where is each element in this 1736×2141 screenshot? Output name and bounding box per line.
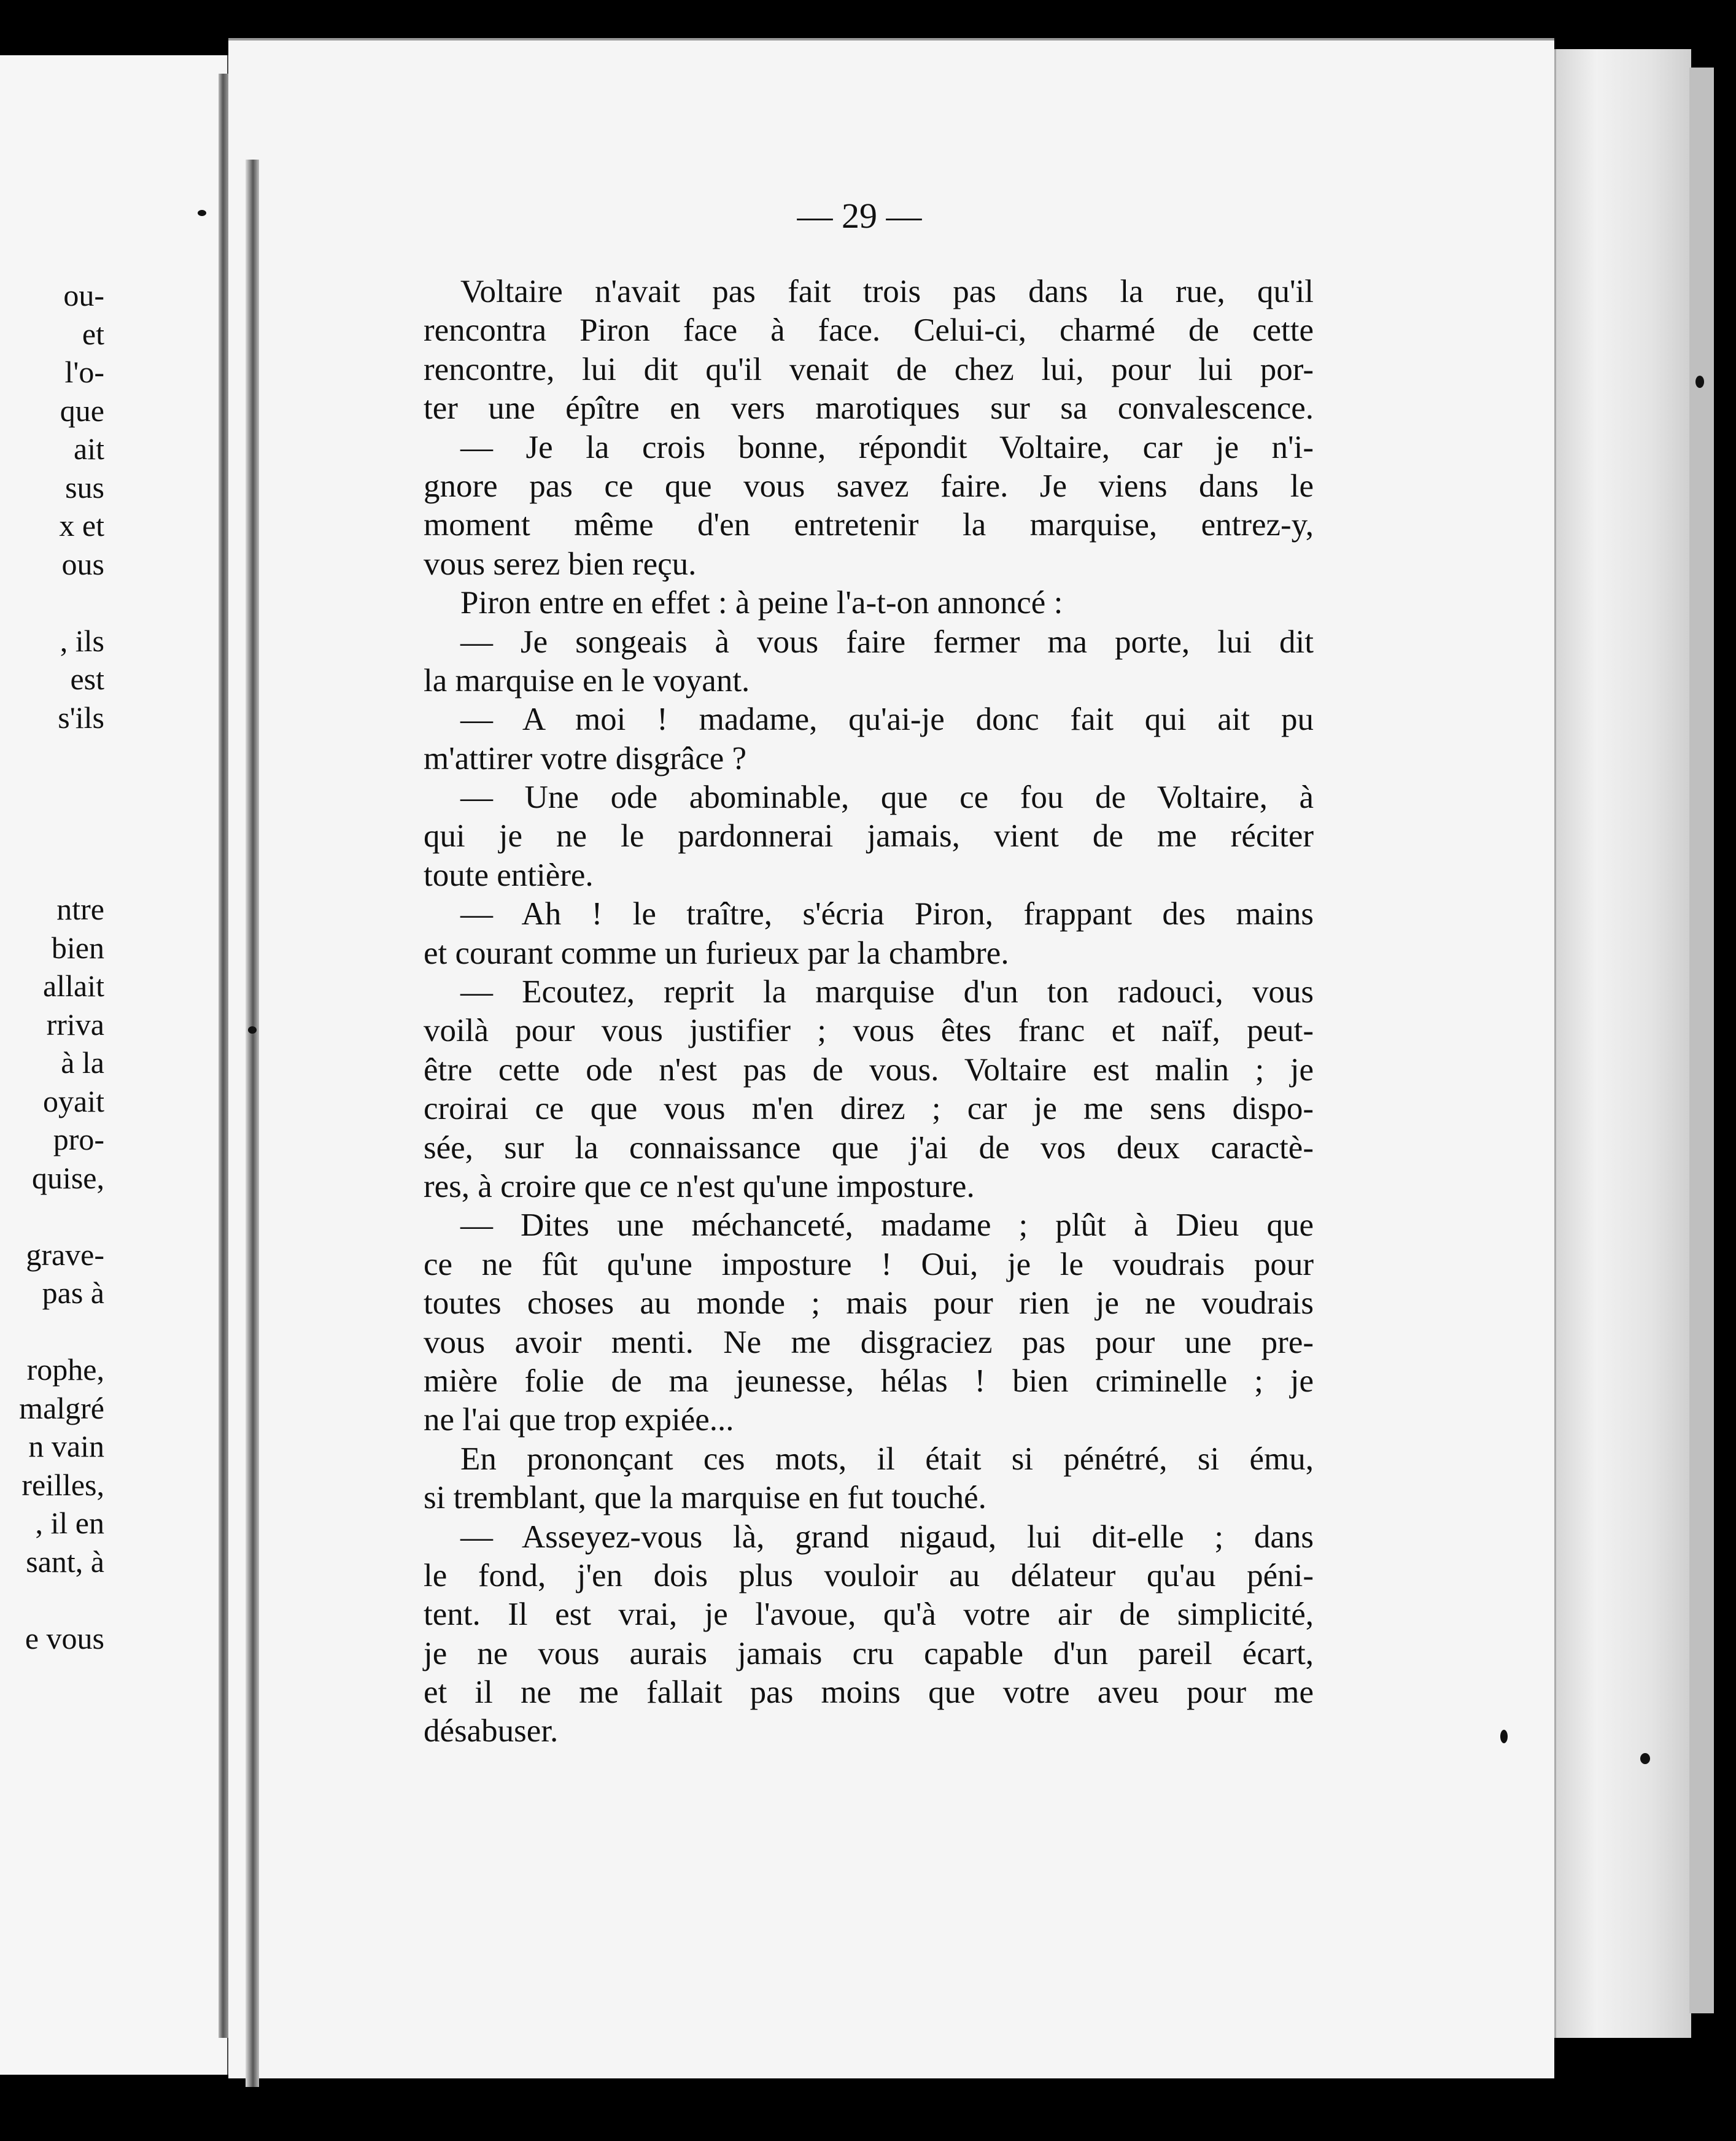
left-page-fragment — [0, 737, 104, 775]
left-page-text-fragments — [0, 276, 104, 1657]
text-line: le fond, j'en dois plus vouloir au délateur qu'au péni- — [424, 1557, 1314, 1593]
text-line: désabuser. — [424, 1713, 559, 1749]
text-line: vous avoir menti. Ne me disgraciez pas pour une pre- — [424, 1324, 1314, 1360]
text-line: — Je la crois bonne, répondit Voltaire, car je n'i- — [460, 429, 1314, 465]
left-page-fragment: reilles, — [21, 1467, 104, 1502]
left-page-fragment: pas à — [42, 1276, 104, 1310]
text-line: et courant comme un furieux par la chambre. — [424, 935, 1009, 971]
left-page-fragment: ous — [61, 546, 104, 581]
binding-hole-mark — [1500, 1730, 1508, 1743]
left-page-fragment: ait — [74, 432, 104, 466]
left-page-fragment: l'o- — [64, 355, 104, 389]
binding-hole-mark — [248, 1026, 257, 1034]
left-page-fragment: , il en — [35, 1506, 104, 1540]
body-text — [424, 273, 1314, 1751]
text-line: toute entière. — [424, 857, 594, 893]
text-line: ce ne fût qu'une imposture ! Oui, je le voudrais pour — [424, 1246, 1314, 1282]
left-page-fragment: bien — [51, 930, 104, 965]
text-line: Voltaire n'avait pas fait trois pas dans la rue, qu'il — [460, 274, 1314, 309]
left-page-fragment: allait — [43, 969, 104, 1003]
text-line: moment même d'en entretenir la marquise, entrez-y, — [424, 507, 1314, 543]
page-edge-shadow — [1689, 68, 1714, 2013]
text-line: ne l'ai que trop expiée... — [424, 1402, 734, 1438]
left-page-fragment — [0, 852, 104, 891]
text-line: être cette ode n'est pas de vous. Voltaire est malin ; je — [424, 1051, 1314, 1088]
text-line: — A moi ! madame, qu'ai-je donc fait qui ait pu — [460, 702, 1314, 738]
text-line: — Ecoutez, reprit la marquise d'un ton radouci, vous — [460, 974, 1314, 1010]
left-page-fragment: s'ils — [58, 700, 104, 735]
left-page-fragment — [0, 1197, 104, 1236]
left-page-fragment — [0, 583, 104, 622]
left-page-fragment: ou- — [63, 278, 104, 312]
left-page-fragment: à la — [61, 1045, 104, 1080]
text-line: mière folie de ma jeunesse, hélas ! bien criminelle ; je — [424, 1363, 1314, 1399]
text-line: rencontra Piron face à face. Celui-ci, charmé de cette — [424, 312, 1314, 349]
left-page-fragment: est — [70, 662, 104, 696]
text-line: — Une ode abominable, que ce fou de Voltaire, à — [460, 780, 1314, 816]
left-page-fragment: que — [60, 393, 104, 428]
text-line: qui je ne le pardonnerai jamais, vient de me réciter — [424, 818, 1314, 854]
left-page-fragment: rriva — [46, 1007, 104, 1042]
binding-gutter — [219, 74, 228, 2038]
left-page-fragment: ntre — [56, 892, 104, 926]
left-page-fragment — [0, 1312, 104, 1351]
text-line: — Asseyez-vous là, grand nigaud, lui dit-elle ; dans — [460, 1519, 1314, 1555]
left-page-fragment: e vous — [25, 1620, 104, 1655]
text-line: toutes choses au monde ; mais pour rien je ne voudrais — [424, 1285, 1314, 1322]
left-page-fragment: , ils — [60, 623, 104, 658]
text-line: vous serez bien reçu. — [424, 546, 697, 582]
left-page-fragment: et — [82, 316, 104, 351]
text-line: gnore pas ce que vous savez faire. Je viens dans le — [424, 468, 1314, 504]
binding-hole-mark — [1640, 1753, 1650, 1764]
text-line: — Dites une méchanceté, madame ; plût à Dieu que — [460, 1207, 1314, 1244]
text-line: res, à croire que ce n'est qu'une imposture. — [424, 1168, 975, 1204]
left-page-fragment: grave- — [26, 1237, 104, 1272]
text-line: la marquise en le voyant. — [424, 662, 750, 699]
left-facing-page — [0, 55, 231, 2075]
left-page-fragment: sant, à — [26, 1544, 104, 1579]
text-line: je ne vous aurais jamais cru capable d'un pareil écart, — [424, 1635, 1314, 1671]
text-line: ter une épître en vers marotiques sur sa convalescence. — [424, 390, 1314, 427]
text-line: et il ne me fallait pas moins que votre aveu pour me — [424, 1674, 1314, 1711]
text-line: — Je songeais à vous faire fermer ma porte, lui dit — [460, 624, 1314, 660]
page-number: — 29 — — [797, 196, 922, 236]
left-page-fragment: x et — [59, 508, 104, 543]
left-page-fragment: quise, — [31, 1160, 104, 1195]
binding-fold — [246, 160, 259, 2087]
text-line: rencontre, lui dit qu'il venait de chez lui, pour lui por- — [424, 351, 1314, 387]
text-line: sée, sur la connaissance que j'ai de vos deux caractè- — [424, 1129, 1314, 1166]
text-line: Piron entre en effet : à peine l'a-t-on annoncé : — [460, 585, 1063, 621]
text-line: — Ah ! le traître, s'écria Piron, frappant des mains — [460, 896, 1314, 932]
binding-hole-mark — [198, 210, 206, 216]
left-page-fragment — [0, 775, 104, 814]
left-page-fragment — [0, 1581, 104, 1619]
left-page-fragment: rophe, — [26, 1352, 104, 1387]
binding-hole-mark — [1695, 376, 1704, 388]
text-line: si tremblant, que la marquise en fut touché. — [424, 1480, 986, 1516]
page-edge-stack — [1554, 49, 1691, 2038]
left-page-fragment: oyait — [43, 1083, 104, 1118]
left-page-fragment — [0, 813, 104, 852]
text-line: tent. Il est vrai, je l'avoue, qu'à votre air de simplicité, — [424, 1597, 1314, 1633]
text-line: En prononçant ces mots, il était si pénétré, si ému, — [460, 1441, 1314, 1477]
left-page-fragment: pro- — [53, 1122, 104, 1156]
text-line: voilà pour vous justifier ; vous êtes franc et naïf, peut- — [424, 1013, 1314, 1049]
text-line: croirai ce que vous m'en direz ; car je me sens dispo- — [424, 1091, 1314, 1127]
left-page-fragment: n vain — [28, 1429, 104, 1463]
text-line: m'attirer votre disgrâce ? — [424, 740, 747, 776]
left-page-fragment: sus — [65, 470, 104, 505]
left-page-fragment: malgré — [19, 1390, 104, 1425]
